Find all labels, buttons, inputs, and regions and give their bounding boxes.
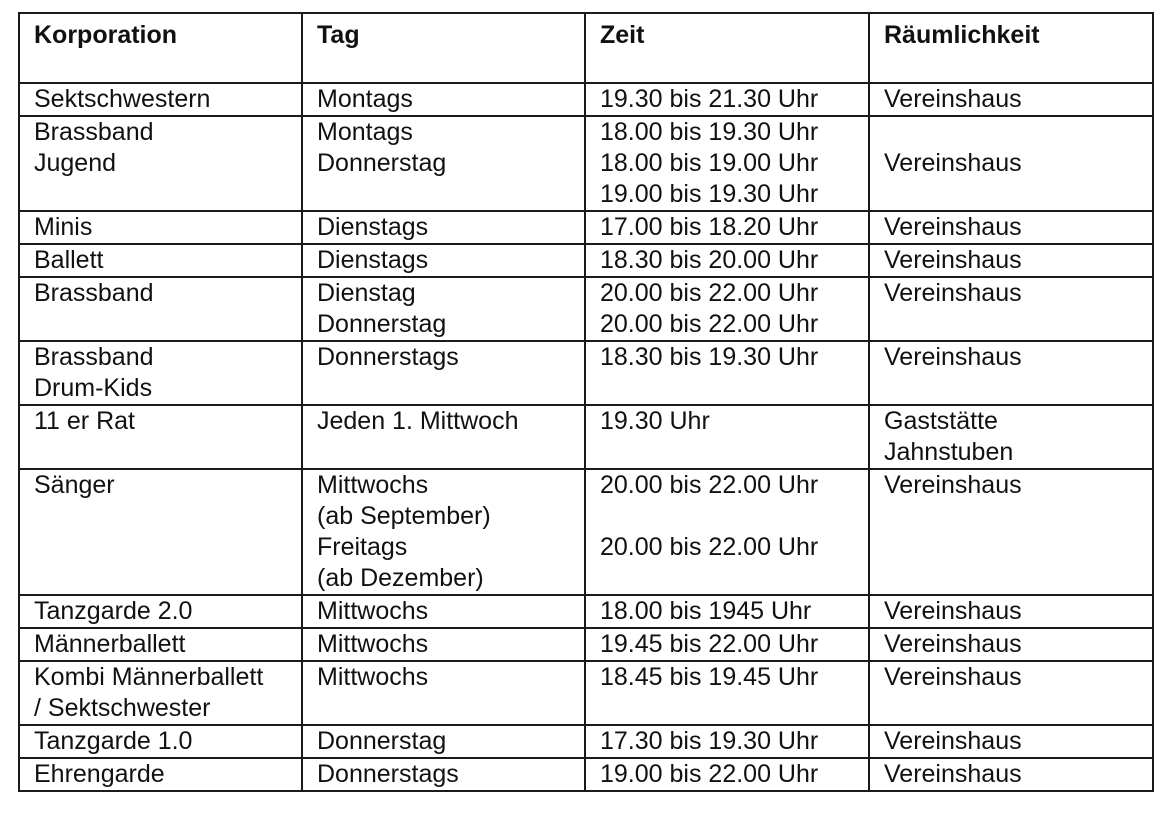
korporation-cell [19,341,302,405]
zeit-cell [585,244,869,277]
raum-cell [869,83,1153,116]
cell-line: Ehrengarde [34,760,165,788]
cell-line: Vereinshaus [884,149,1022,177]
cell-line: 20.00 bis 22.00 Uhr [600,471,819,499]
cell-line: 11 er Rat [34,407,135,435]
tag-cell [302,211,585,244]
cell-line: Donnerstag [317,310,447,338]
cell-line: Drum-Kids [34,374,153,402]
cell-line: 19.00 bis 22.00 Uhr [600,760,819,788]
zeit-cell [585,83,869,116]
header-row [19,13,1153,83]
zeit-cell [585,211,869,244]
cell-line: Dienstags [317,246,429,274]
table-row [19,83,1153,116]
cell-line: 19.30 Uhr [600,407,710,435]
tag-cell [302,469,585,595]
cell-line: Brassband [34,118,154,146]
korporation-cell [19,758,302,791]
cell-line: Donnerstags [317,760,459,788]
cell-line: 19.30 bis 21.30 Uhr [600,85,819,113]
cell-line: 20.00 bis 22.00 Uhr [600,533,819,561]
raum-cell [869,628,1153,661]
table-row [19,341,1153,405]
tag-cell [302,725,585,758]
cell-line: Männerballett [34,630,186,658]
cell-line: Vereinshaus [884,663,1022,691]
zeit-cell [585,341,869,405]
cell-line: Montags [317,118,413,146]
raum-cell [869,595,1153,628]
cell-line: 18.30 bis 20.00 Uhr [600,246,819,274]
tag-cell [302,661,585,725]
cell-line: Gaststätte [884,407,998,435]
cell-line: Mittwochs [317,597,429,625]
tag-cell [302,341,585,405]
cell-line: Brassband [34,279,154,307]
cell-line: Jeden 1. Mittwoch [317,407,519,435]
cell-line: Vereinshaus [884,213,1022,241]
cell-line: 18.00 bis 1945 Uhr [600,597,812,625]
tag-cell [302,83,585,116]
korporation-cell [19,83,302,116]
header-raeumlichkeit: Räumlichkeit [869,13,1153,83]
table-row [19,758,1153,791]
cell-line: Jahnstuben [884,438,1014,466]
raum-cell [869,469,1153,595]
cell-line: Vereinshaus [884,760,1022,788]
table-row [19,595,1153,628]
cell-line: 18.00 bis 19.30 Uhr [600,118,819,146]
korporation-cell [19,405,302,469]
cell-line: Vereinshaus [884,471,1022,499]
cell-line: Mittwochs [317,471,429,499]
header-tag: Tag [302,13,585,83]
cell-line: Dienstags [317,213,429,241]
cell-line: Donnerstag [317,727,447,755]
tag-cell [302,758,585,791]
cell-line: Montags [317,85,413,113]
cell-line: Vereinshaus [884,246,1022,274]
korporation-cell [19,116,302,211]
cell-line: Vereinshaus [884,85,1022,113]
cell-line: 20.00 bis 22.00 Uhr [600,310,819,338]
table-row [19,405,1153,469]
cell-line: (ab September) [317,502,491,530]
cell-line: Sektschwestern [34,85,211,113]
header-korporation: Korporation [19,13,302,83]
schedule-table [18,12,1154,792]
table-row [19,469,1153,595]
raum-cell [869,277,1153,341]
table-row [19,244,1153,277]
cell-line: Donnerstag [317,149,447,177]
cell-line: / Sektschwester [34,694,211,722]
zeit-cell [585,277,869,341]
cell-line: 17.00 bis 18.20 Uhr [600,213,819,241]
cell-line: (ab Dezember) [317,564,484,592]
cell-line: Dienstag [317,279,416,307]
cell-line: Tanzgarde 2.0 [34,597,193,625]
korporation-cell [19,661,302,725]
cell-line: 19.00 bis 19.30 Uhr [600,180,819,208]
raum-cell [869,405,1153,469]
zeit-cell [585,595,869,628]
raum-cell [869,341,1153,405]
cell-line: 19.45 bis 22.00 Uhr [600,630,819,658]
cell-line: Mittwochs [317,630,429,658]
tag-cell [302,244,585,277]
zeit-cell [585,116,869,211]
korporation-cell [19,244,302,277]
table-row [19,725,1153,758]
tag-cell [302,277,585,341]
table-row [19,661,1153,725]
tag-cell [302,595,585,628]
cell-line: Tanzgarde 1.0 [34,727,193,755]
raum-cell [869,116,1153,211]
table-row [19,277,1153,341]
korporation-cell [19,725,302,758]
cell-line: Brassband [34,343,154,371]
cell-line: Jugend [34,149,117,177]
cell-line: Freitags [317,533,408,561]
table-row [19,211,1153,244]
cell-line: Vereinshaus [884,279,1022,307]
cell-line: Ballett [34,246,104,274]
zeit-cell [585,725,869,758]
cell-line: Minis [34,213,93,241]
korporation-cell [19,628,302,661]
raum-cell [869,661,1153,725]
cell-line: 17.30 bis 19.30 Uhr [600,727,819,755]
tag-cell [302,116,585,211]
cell-line: Vereinshaus [884,343,1022,371]
zeit-cell [585,628,869,661]
table-row [19,116,1153,211]
cell-line: Vereinshaus [884,630,1022,658]
cell-line: Donnerstags [317,343,459,371]
korporation-cell [19,469,302,595]
korporation-cell [19,595,302,628]
korporation-cell [19,211,302,244]
table-row [19,628,1153,661]
cell-line: 20.00 bis 22.00 Uhr [600,279,819,307]
cell-line: Sänger [34,471,115,499]
korporation-cell [19,277,302,341]
cell-line: 18.45 bis 19.45 Uhr [600,663,819,691]
raum-cell [869,211,1153,244]
cell-line: Vereinshaus [884,727,1022,755]
cell-line: Mittwochs [317,663,429,691]
zeit-cell [585,661,869,725]
raum-cell [869,725,1153,758]
zeit-cell [585,405,869,469]
zeit-cell [585,469,869,595]
cell-line [600,501,868,532]
raum-cell [869,244,1153,277]
header-zeit: Zeit [585,13,869,83]
tag-cell [302,628,585,661]
cell-line: 18.00 bis 19.00 Uhr [600,149,819,177]
zeit-cell [585,758,869,791]
cell-line: Kombi Männerballett [34,663,264,691]
tag-cell [302,405,585,469]
cell-line: Vereinshaus [884,597,1022,625]
cell-line: 18.30 bis 19.30 Uhr [600,343,819,371]
raum-cell [869,758,1153,791]
table-body [19,83,1153,791]
